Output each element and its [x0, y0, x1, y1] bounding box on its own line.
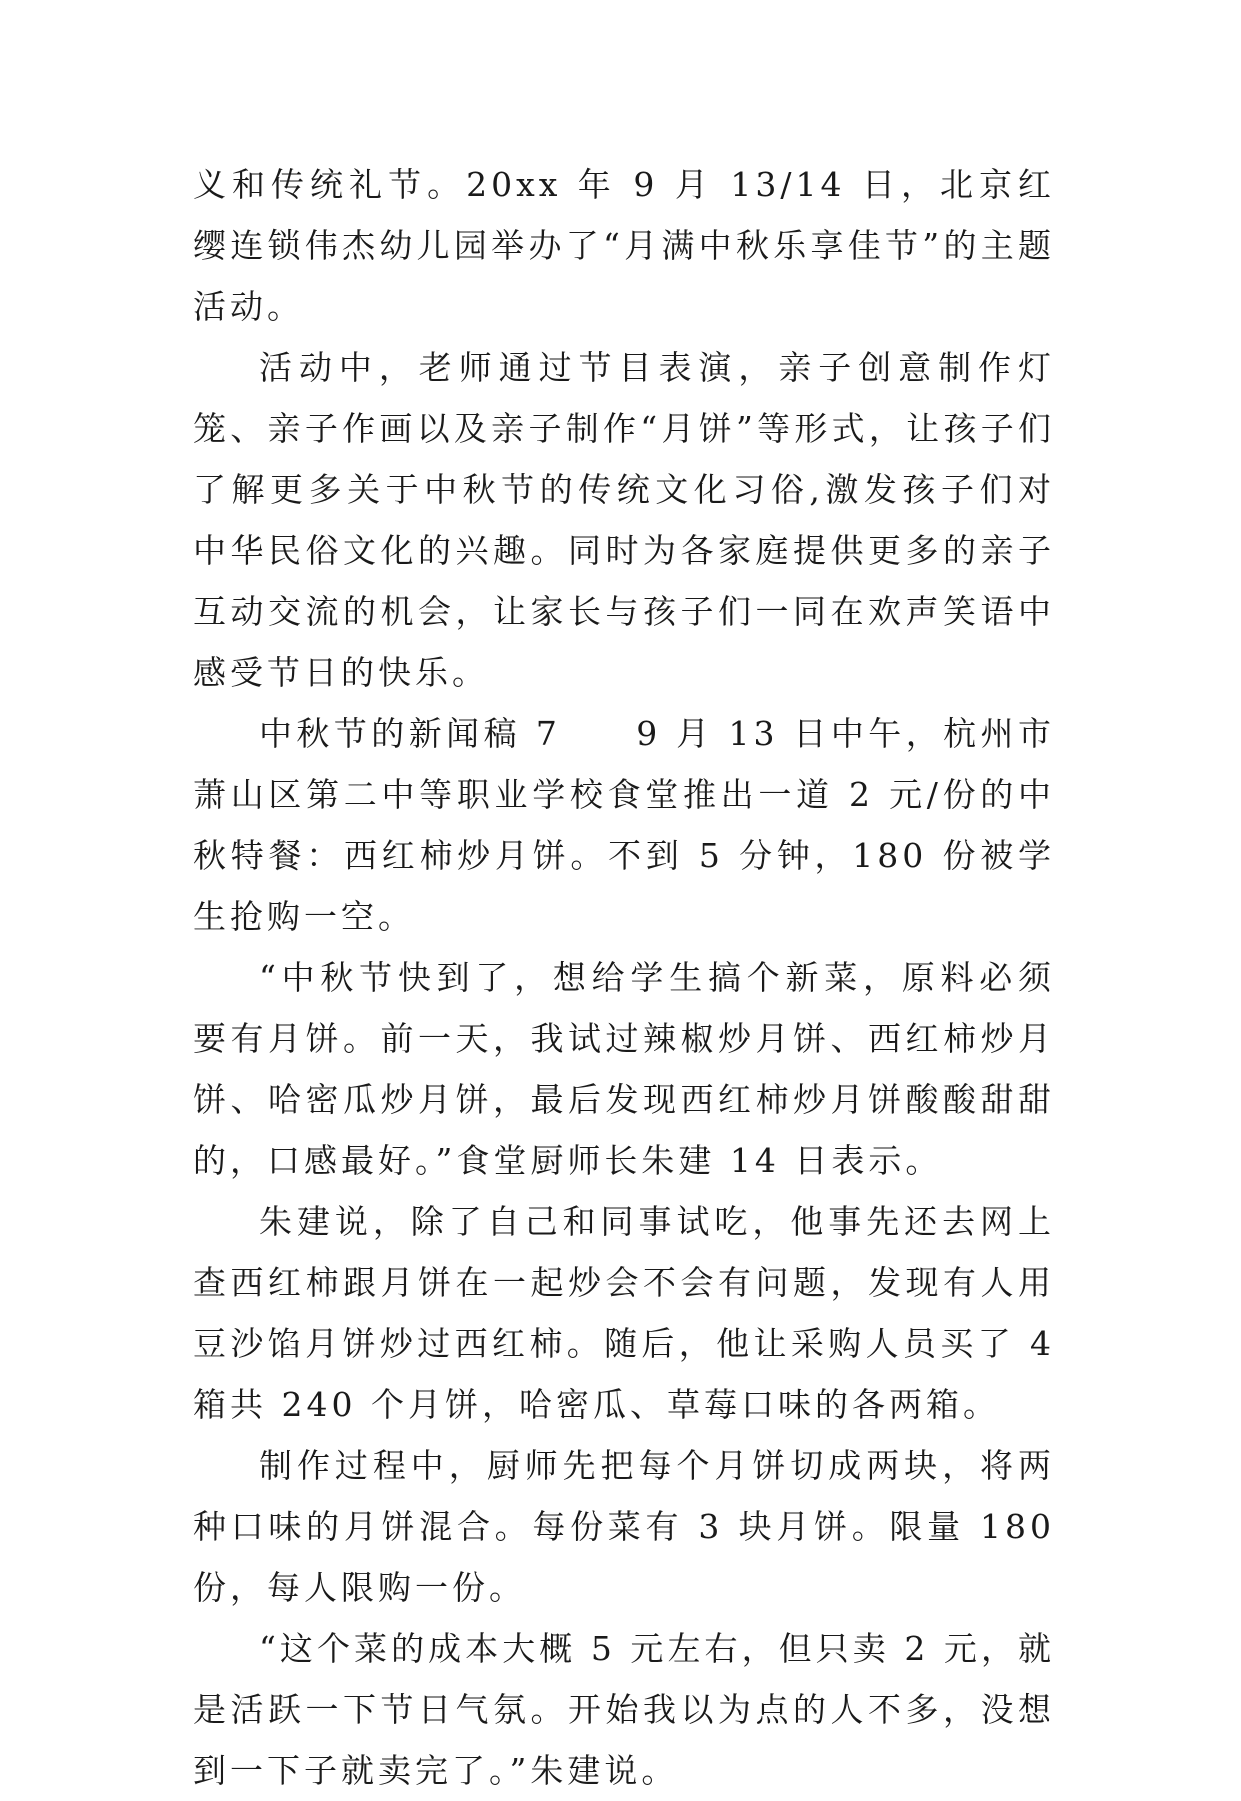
- document-page: [193, 154, 1055, 1801]
- paragraph: “这个菜的成本大概 5 元左右，但只卖 2 元，就是活跃一下节日气氛。开始我以为点的人不多，没想到一下子就卖完了。”朱建说。: [193, 1629, 1055, 1790]
- paragraph: 中秋节的新闻稿 7 9 月 13 日中午，杭州市萧山区第二中等职业学校食堂推出一道 2 元/份的中秋特餐：西红柿炒月饼。不到 5 分钟，180 份被学生抢购一空。: [193, 714, 1055, 936]
- paragraph-continued: 义和传统礼节。20xx 年 9 月 13/14 日，北京红缨连锁伟杰幼儿园举办了“月满中秋乐享佳节”的主题活动。: [193, 165, 1055, 326]
- paragraph: “中秋节快到了，想给学生搞个新菜，原料必须要有月饼。前一天，我试过辣椒炒月饼、西红柿炒月饼、哈密瓜炒月饼，最后发现西红柿炒月饼酸酸甜甜的，口感最好。”食堂厨师长朱建 14 日表示。: [193, 958, 1055, 1180]
- paragraph: 活动中，老师通过节目表演，亲子创意制作灯笼、亲子作画以及亲子制作“月饼”等形式，让孩子们了解更多关于中秋节的传统文化习俗,激发孩子们对中华民俗文化的兴趣。同时为各家庭提供更多的亲子互动交流的机会，让家长与孩子们一同在欢声笑语中感受节日的快乐。: [193, 348, 1055, 692]
- paragraph: 制作过程中，厨师先把每个月饼切成两块，将两种口味的月饼混合。每份菜有 3 块月饼。限量 180 份，每人限购一份。: [193, 1446, 1055, 1607]
- paragraph: 朱建说，除了自己和同事试吃，他事先还去网上查西红柿跟月饼在一起炒会不会有问题，发现有人用豆沙馅月饼炒过西红柿。随后，他让采购人员买了 4 箱共 240 个月饼，哈密瓜、草莓口味的各两箱。: [193, 1202, 1055, 1424]
